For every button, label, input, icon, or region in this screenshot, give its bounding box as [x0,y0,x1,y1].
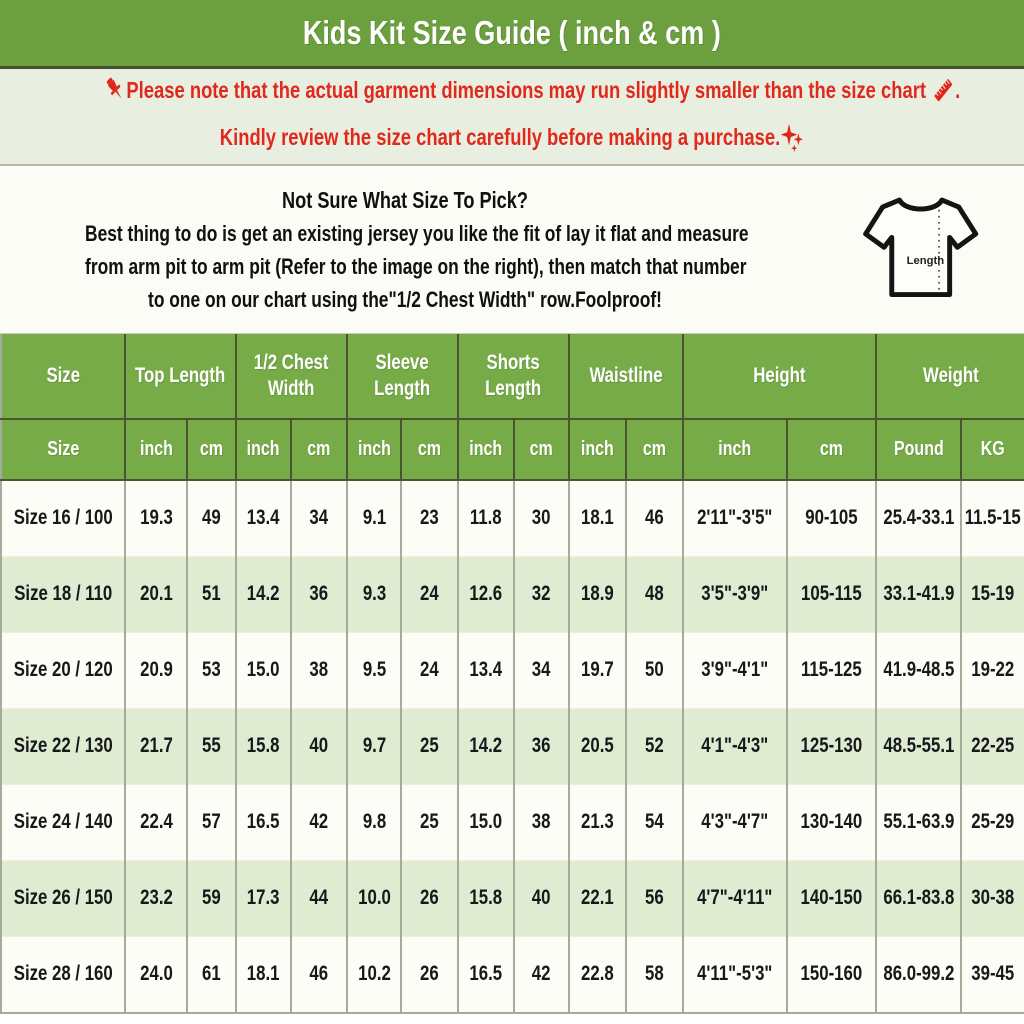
table-cell [876,709,961,785]
table-cell-value: 44 [309,886,329,910]
table-cell [347,785,401,861]
table-cell [961,480,1024,557]
column-group-header [1,334,125,419]
column-group-header [569,334,683,419]
unit-header [291,419,347,480]
table-cell [876,785,961,861]
ruler-icon [931,75,955,111]
sizing-help-text [0,184,810,316]
table-cell [125,480,187,557]
table-cell-value: 25 [420,810,439,834]
column-group-label: Height [753,363,806,387]
table-cell [125,785,187,861]
table-cell-value: 16.5 [469,962,503,986]
table-cell [569,633,626,709]
table-cell [125,557,187,633]
table-cell-value: 34 [309,506,329,530]
table-cell [458,480,514,557]
size-table [0,334,1024,1014]
unit-header-label: Size [46,438,80,460]
unit-header-label: cm [819,438,844,460]
column-group-label: Sleeve Length [374,350,431,400]
unit-header-label: inch [469,438,503,460]
table-cell-value: 4'1"-4'3" [701,734,769,758]
unit-header [876,419,961,480]
table-cell [1,557,125,633]
page-title: Kids Kit Size Guide ( inch & cm ) [303,14,721,51]
table-cell [626,785,683,861]
table-cell-value: 55.1-63.9 [883,810,955,834]
table-cell [401,937,458,1014]
table-row [1,633,1024,709]
table-cell [187,633,236,709]
unit-header [569,419,626,480]
table-cell-value: 20.5 [581,734,614,758]
table-cell [514,937,569,1014]
unit-header [1,419,125,480]
table-cell-value: 4'3"-4'7" [701,810,769,834]
table-cell [569,937,626,1014]
table-cell-value: 25.4-33.1 [883,506,955,530]
table-cell [458,785,514,861]
table-cell [569,861,626,937]
table-cell [187,557,236,633]
table-cell [787,937,876,1014]
table-cell [1,709,125,785]
notice-banner [0,69,1024,166]
table-cell-value: 86.0-99.2 [883,962,955,986]
table-cell-value: Size 18 / 110 [13,582,113,606]
table-cell [291,937,347,1014]
unit-header [683,419,787,480]
column-group-header [876,334,1024,419]
table-cell [514,633,569,709]
table-cell-value: 40 [309,734,329,758]
table-cell [187,480,236,557]
table-cell [569,480,626,557]
table-cell-value: 18.1 [581,506,614,530]
table-cell [187,709,236,785]
table-cell [787,709,876,785]
table-cell [626,557,683,633]
table-cell-value: 51 [202,582,221,606]
unit-header-label: cm [307,438,331,460]
table-cell-value: 19.3 [139,506,173,530]
column-group-label: Waistline [589,363,663,387]
table-cell-value: 105-115 [801,582,862,606]
table-cell [401,785,458,861]
table-cell [1,480,125,557]
table-cell [961,557,1024,633]
table-cell [626,709,683,785]
table-cell [683,480,787,557]
notice-text-1-suffix: . [955,77,961,103]
table-cell-value: 24.0 [139,962,173,986]
table-cell-value: 11.5-15 [965,506,1022,530]
unit-header [961,419,1024,480]
table-cell [125,861,187,937]
unit-header-row [1,419,1024,480]
notice-line-2 [102,120,921,158]
table-cell-value: 36 [532,734,551,758]
unit-header-label: inch [139,438,173,460]
table-cell-value: 17.3 [247,886,280,910]
table-cell-value: 140-150 [800,886,863,910]
unit-header [347,419,401,480]
table-cell-value: 32 [532,582,551,606]
table-cell [683,785,787,861]
table-cell [347,633,401,709]
table-cell [626,633,683,709]
table-cell-value: 24 [420,582,439,606]
table-cell [626,861,683,937]
table-cell-value: 9.1 [362,506,386,530]
table-cell [961,937,1024,1014]
table-cell-value: 38 [309,658,329,682]
table-cell [787,557,876,633]
table-cell-value: 41.9-48.5 [883,658,955,682]
table-cell-value: 23 [420,506,439,530]
column-group-header [236,334,347,419]
table-cell-value: 58 [645,962,664,986]
table-cell-value: 2'11"-3'5" [697,506,773,530]
table-cell [876,937,961,1014]
table-cell [626,937,683,1014]
table-cell-value: 25 [420,734,439,758]
notice-text-2: Kindly review the size chart carefully before making a purchase. [219,124,781,150]
table-cell-value: 34 [532,658,551,682]
sparkles-icon [780,120,804,158]
table-cell [1,937,125,1014]
table-cell-value: 33.1-41.9 [883,582,955,606]
table-cell [401,709,458,785]
table-cell [569,785,626,861]
table-cell [291,480,347,557]
table-cell [683,709,787,785]
table-cell [458,709,514,785]
unit-header [458,419,514,480]
table-cell [125,633,187,709]
table-row [1,709,1024,785]
table-cell [626,480,683,557]
table-cell-value: 42 [309,810,329,834]
table-cell [1,633,125,709]
table-cell-value: 15.0 [247,658,280,682]
table-cell-value: 15-19 [971,582,1015,606]
table-cell [236,709,291,785]
table-cell [514,785,569,861]
table-cell-value: 25-29 [971,810,1015,834]
table-cell-value: 9.3 [362,582,386,606]
table-cell-value: 18.9 [581,582,614,606]
table-cell-value: 56 [645,886,664,910]
table-cell [291,785,347,861]
table-cell [347,709,401,785]
column-group-label: Shorts Length [485,350,542,400]
table-cell-value: 66.1-83.8 [883,886,955,910]
table-cell-value: 46 [309,962,329,986]
unit-header [125,419,187,480]
unit-header-label: inch [718,438,752,460]
table-cell-value: 39-45 [971,962,1015,986]
table-cell [236,633,291,709]
table-cell-value: 54 [645,810,664,834]
table-cell [683,937,787,1014]
table-cell [683,557,787,633]
table-cell-value: 50 [645,658,664,682]
table-cell [401,861,458,937]
table-cell-value: 11.8 [470,506,502,530]
unit-header-label: cm [642,438,667,460]
unit-header-label: cm [417,438,442,460]
unit-header [236,419,291,480]
sizing-help-heading: Not Sure What Size To Pick? [281,186,528,213]
table-cell [347,861,401,937]
notice-line-1 [102,75,961,111]
unit-header [787,419,876,480]
table-cell-value: 15.0 [469,810,503,834]
table-cell-value: 21.3 [581,810,614,834]
unit-header-label: cm [199,438,224,460]
table-cell-value: 40 [532,886,551,910]
table-cell [401,480,458,557]
table-cell-value: 23.2 [139,886,173,910]
table-cell-value: 15.8 [469,886,503,910]
sizing-help-section [0,166,1024,334]
table-row [1,480,1024,557]
table-cell-value: 19-22 [971,658,1015,682]
table-cell [347,937,401,1014]
table-cell-value: 18.1 [247,962,280,986]
table-cell [961,785,1024,861]
table-cell-value: 22.4 [139,810,173,834]
table-row [1,785,1024,861]
unit-header-label: Pound [893,438,944,460]
table-cell-value: 42 [532,962,551,986]
table-cell-value: 26 [420,886,439,910]
column-group-header [683,334,876,419]
table-cell-value: 3'9"-4'1" [701,658,769,682]
table-cell [125,709,187,785]
table-cell [876,633,961,709]
title-bar [0,0,1024,69]
pushpin-icon [102,75,126,111]
table-cell [236,785,291,861]
table-cell-value: 13.4 [469,658,503,682]
notice-text-1: Please note that the actual garment dimensions may run slightly smaller than the size chart [126,77,927,103]
table-cell-value: 90-105 [805,506,858,530]
sizing-help-line-3: to one on our chart using the"1/2 Chest Width" row.Foolproof! [148,286,662,312]
table-cell-value: 52 [645,734,664,758]
unit-header-label: inch [247,438,280,460]
table-cell-value: 61 [202,962,221,986]
group-header-row [1,334,1024,419]
column-group-label: Size [46,363,80,387]
column-group-label: Top Length [135,363,226,387]
table-cell [961,861,1024,937]
table-cell-value: Size 26 / 150 [13,886,113,910]
table-cell [569,709,626,785]
unit-header [187,419,236,480]
table-cell [787,785,876,861]
table-cell-value: 20.1 [139,582,173,606]
table-cell [125,937,187,1014]
table-cell-value: 13.4 [247,506,280,530]
table-cell [514,709,569,785]
table-cell [787,861,876,937]
table-cell [787,480,876,557]
sizing-help-line-1: Best thing to do is get an existing jersey you like the fit of lay it flat and measure [85,220,749,246]
unit-header [514,419,569,480]
table-cell [458,633,514,709]
table-cell-value: 30-38 [971,886,1015,910]
table-cell-value: 22-25 [971,734,1015,758]
table-cell [291,633,347,709]
table-cell [347,557,401,633]
table-cell [514,861,569,937]
table-cell-value: Size 22 / 130 [13,734,113,758]
table-cell [876,557,961,633]
table-cell-value: 14.2 [247,582,280,606]
table-cell-value: 22.8 [581,962,614,986]
table-cell [291,557,347,633]
column-group-header [347,334,458,419]
table-cell [236,937,291,1014]
column-group-header [458,334,569,419]
table-cell [236,480,291,557]
unit-header-label: inch [581,438,614,460]
table-cell [876,480,961,557]
table-cell [961,709,1024,785]
table-cell-value: 15.8 [247,734,280,758]
table-cell-value: 24 [420,658,439,682]
table-row [1,861,1024,937]
table-cell [401,633,458,709]
table-cell-value: Size 16 / 100 [13,506,113,530]
table-cell-value: 14.2 [469,734,503,758]
table-cell-value: 55 [202,734,221,758]
table-cell [683,861,787,937]
table-cell-value: 26 [420,962,439,986]
table-cell-value: 9.5 [362,658,386,682]
table-cell-value: 20.9 [139,658,173,682]
table-cell [291,861,347,937]
sizing-help-line-2: from arm pit to arm pit (Refer to the image on the right), then match that number [85,253,747,279]
table-cell [458,861,514,937]
table-cell [291,709,347,785]
table-cell-value: 19.7 [581,658,614,682]
table-cell-value: 21.7 [139,734,173,758]
size-table-body [1,480,1024,1013]
unit-header-label: cm [529,438,554,460]
table-cell [514,557,569,633]
table-cell [787,633,876,709]
table-cell-value: 4'11"-5'3" [697,962,773,986]
table-cell-value: 4'7"-4'11" [697,886,773,910]
table-cell [961,633,1024,709]
table-cell-value: 48 [645,582,664,606]
table-cell-value: 49 [202,506,221,530]
table-cell-value: 30 [532,506,551,530]
table-cell-value: Size 24 / 140 [13,810,113,834]
table-cell-value: 125-130 [800,734,863,758]
table-row [1,937,1024,1014]
table-cell-value: 9.8 [362,810,386,834]
column-group-label: Weight [922,363,979,387]
table-cell [683,633,787,709]
table-cell [236,861,291,937]
table-cell-value: 59 [202,886,221,910]
table-cell-value: 22.1 [581,886,614,910]
table-cell-value: 10.2 [357,962,391,986]
table-cell-value: Size 20 / 120 [13,658,113,682]
column-group-label: 1/2 Chest Width [254,350,329,400]
table-row [1,557,1024,633]
table-cell-value: 46 [645,506,664,530]
table-cell-value: 3'5"-3'9" [701,582,769,606]
unit-header-label: inch [357,438,391,460]
table-cell [458,557,514,633]
table-cell-value: 38 [532,810,551,834]
tshirt-icon [860,182,980,319]
table-cell-value: 36 [309,582,329,606]
table-cell-value: 10.0 [357,886,391,910]
unit-header [401,419,458,480]
table-cell-value: Size 28 / 160 [13,962,113,986]
table-cell [458,937,514,1014]
table-cell-value: 53 [202,658,221,682]
column-group-header [125,334,236,419]
table-cell-value: 150-160 [800,962,863,986]
table-cell [569,557,626,633]
table-cell-value: 115-125 [801,658,862,682]
table-cell [187,861,236,937]
table-cell [876,861,961,937]
table-cell [347,480,401,557]
unit-header [626,419,683,480]
table-cell [187,937,236,1014]
length-label: Length [906,255,945,268]
table-cell-value: 16.5 [247,810,280,834]
unit-header-label: KG [981,438,1006,460]
table-cell-value: 130-140 [800,810,863,834]
table-cell [401,557,458,633]
table-cell-value: 12.6 [469,582,503,606]
table-cell [187,785,236,861]
table-cell [514,480,569,557]
table-cell [1,861,125,937]
table-cell-value: 48.5-55.1 [883,734,955,758]
table-cell-value: 9.7 [362,734,386,758]
table-cell-value: 57 [202,810,221,834]
table-cell [1,785,125,861]
table-cell [236,557,291,633]
